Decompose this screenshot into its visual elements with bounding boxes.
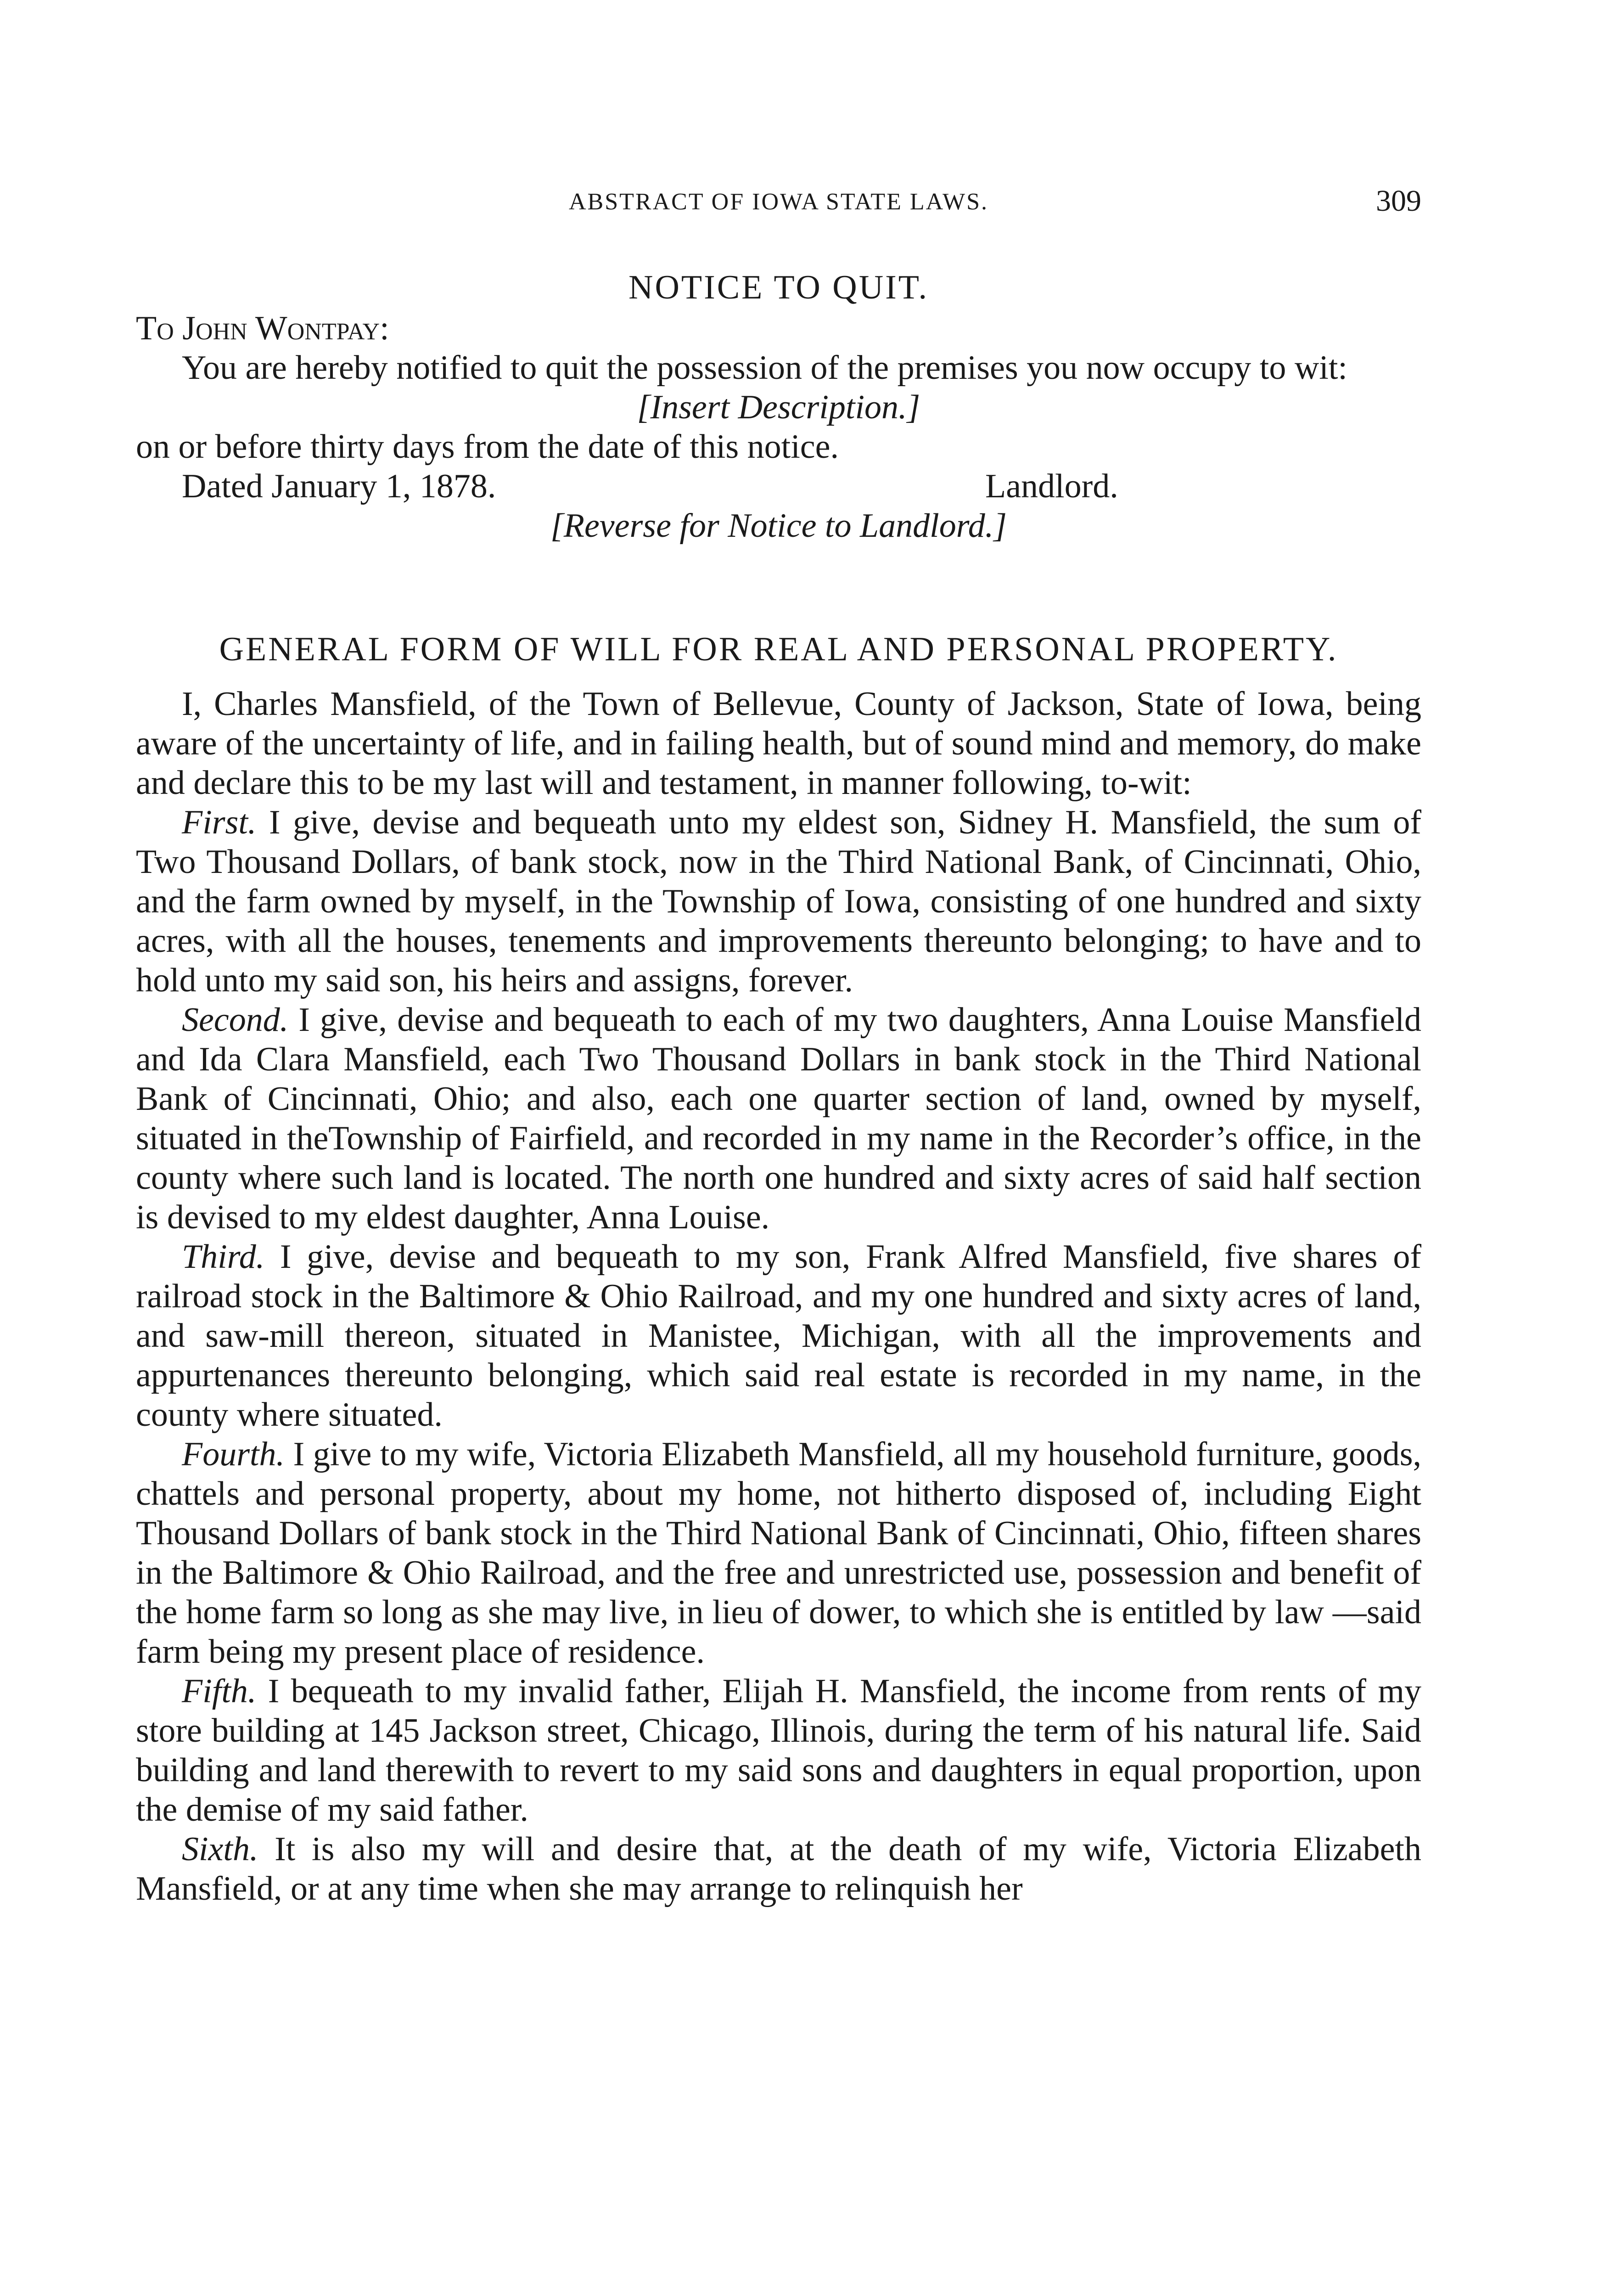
running-header (136, 184, 1421, 234)
will-clause-fifth (136, 1671, 1421, 1829)
notice-insert: [Insert Description.] (637, 388, 920, 426)
will-intro: I, Charles Mansfield, of the Town of Bellevue, County of Jackson, State of Iowa, being aware of the uncertainty of life, and in failing health, but of sound mind and memory, do make and declare this to be my last will and testament, in manner following, to-wit: (136, 685, 1421, 802)
clause-label: Sixth. (182, 1830, 258, 1868)
notice-line-2: on or before thirty days from the date of this notice. (136, 428, 839, 466)
notice-addressee: To John Wontpay: (136, 310, 389, 347)
clause-label: Third. (182, 1238, 265, 1276)
notice-landlord: Landlord. (985, 467, 1118, 505)
notice-title: NOTICE TO QUIT. (628, 269, 929, 306)
notice-line-1: You are hereby notified to quit the possession of the premises you now occupy to wit: (182, 349, 1347, 387)
clause-text: I give, devise and bequeath to my son, Frank Alfred Mansfield, five shares of railroad stock in the Baltimore & Ohio Railroad, and my one hundred and sixty acres of land, and saw-mill thereon, situated in Manistee, Michigan, with all the improvements and appurtenances thereunto belonging, which said real estate is recorded in my name, in the county where situated. (136, 1238, 1421, 1434)
clause-text: I give to my wife, Victoria Elizabeth Mansfield, all my household furniture, goods, chattels and personal property, about my home, not hitherto disposed of, including Eight Thousand Dollars of bank stock in the Third National Bank of Cincinnati, Ohio, fifteen shares in the Baltimore & Ohio Railroad, and the free and unrestricted use, possession and benefit of the home farm so long as she may live, in lieu of dower, to which she is entitled by law —said farm being my present place of residence. (136, 1435, 1422, 1671)
notice-dated: Dated January 1, 1878. (182, 467, 496, 505)
notice-reverse: [Reverse for Notice to Landlord.] (550, 507, 1007, 545)
document-page (136, 184, 1421, 1908)
clause-text: I bequeath to my invalid father, Elijah H. Mansfield, the income from rents of my store building at 145 Jackson street, Chicago, Illinois, during the term of his natural life. Said building and land therewith to revert to my said sons and daughters in equal proportion, upon the demise of my said father. (136, 1672, 1421, 1829)
clause-label: First. (182, 804, 257, 841)
clause-text: I give, devise and bequeath to each of my two daughters, Anna Louise Mansfield and Ida Clara Mansfield, each Two Thousand Dollars in bank stock in the Third National Bank of Cincinnati, Ohio; and also, each one quarter section of land, owned by myself, situated in theTownship of Fairfield, and recorded in my name in the Recorder’s office, in the county where such land is located. The north one hundred and sixty acres of said half section is devised to my eldest daughter, Anna Louise. (136, 1001, 1422, 1236)
will-clause-third (136, 1237, 1421, 1435)
page-number: 309 (1376, 184, 1421, 218)
clause-label: Fifth. (182, 1672, 257, 1710)
will-title: GENERAL FORM OF WILL FOR REAL AND PERSONAL PROPERTY. (219, 630, 1338, 668)
will-clause-sixth (136, 1829, 1421, 1908)
will-clause-second (136, 1000, 1421, 1237)
clause-text: It is also my will and desire that, at the death of my wife, Victoria Elizabeth Mansfield, or at any time when she may arrange to relinquish her (136, 1830, 1421, 1908)
notice-dated-row (136, 467, 1421, 506)
running-title: ABSTRACT OF IOWA STATE LAWS. (569, 189, 988, 215)
clause-label: Fourth. (182, 1435, 285, 1473)
clause-text: I give, devise and bequeath unto my eldest son, Sidney H. Mansfield, the sum of Two Thousand Dollars, of bank stock, now in the Third National Bank, of Cincinnati, Ohio, and the farm owned by myself, in the Township of Iowa, consisting of one hundred and sixty acres, with all the houses, tenements and improvements thereunto belonging; to have and to hold unto my said son, his heirs and assigns, forever. (136, 804, 1422, 999)
will-clause-first (136, 803, 1421, 1000)
clause-label: Second. (182, 1001, 289, 1039)
will-clause-fourth (136, 1435, 1421, 1671)
